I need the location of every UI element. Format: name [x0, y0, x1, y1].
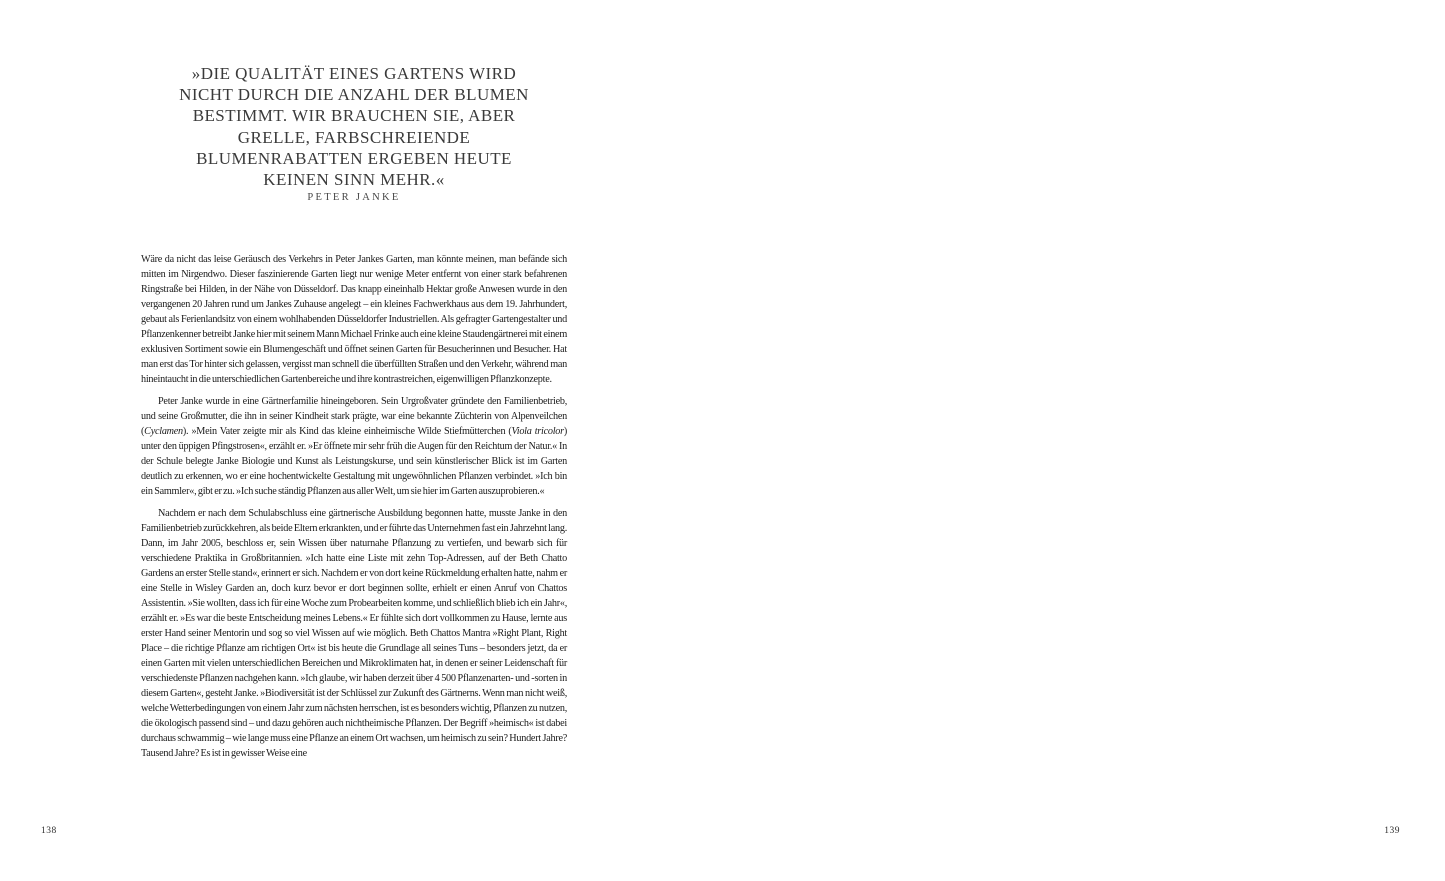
body-paragraph: Wäre da nicht das leise Geräusch des Verkehrs in Peter Jankes Garten, man könnte meinen, man befände sich mitten im Nirgendwo. Dieser faszinierende Garten liegt nur wenige Meter entfernt von einer stark befahrenen Ringstraße bei Hilden, in der Nähe von Düsseldorf. Das knapp eineinhalb Hektar große Anwesen wurde in den vergangenen 20 Jahren rund um Jankes Zuhause angelegt – ein kleines Fachwerkhaus aus dem 19. Jahrhundert, gebaut als Ferienlandsitz von einem wohlhabenden Düsseldorfer Industriellen. Als gefragter Gartengestalter und Pflanzenkenner betreibt Janke hier mit seinem Mann Michael Frinke auch eine kleine Staudengärtnerei mit einem exklusiven Sortiment sowie ein Blumengeschäft und öffnet seinen Garten für Besucherinnen und Besucher. Hat man erst das Tor hinter sich gelassen, vergisst man schnell die überfüllten Straßen und den Verkehr, während man hineintaucht in die unterschiedlichen Gartenbereiche und ihre kontrastreichen, eigenwilligen Pflanzkonzepte.	[141, 254, 567, 385]
page-number-right: 139	[1384, 826, 1400, 836]
quote-line: GRELLE, FARBSCHREIENDE	[237, 127, 471, 147]
quote-line: BESTIMMT. WIR BRAUCHEN SIE, ABER	[192, 106, 516, 126]
quote-line: »DIE QUALITÄT EINES GARTENS WIRD	[191, 64, 517, 83]
quote-line: KEINEN SINN MEHR.«	[263, 170, 445, 190]
right-page	[722, 0, 1445, 881]
body-paragraph: Peter Janke wurde in eine Gärtnerfamilie hineingeboren. Sein Urgroßvater gründete den Familienbetrieb, und seine Großmutter, die ihn in seiner Kindheit stark prägte, war eine bekannte Züchterin von Alpenveilchen (Cyclamen). »Mein Vater zeigte mir als Kind das kleine einheimische Wilde Stiefmütterchen (Viola tricolor) unter den üppigen Pfingstrosen«, erzählt er. »Er öffnete mir sehr früh die Augen für den Reichtum der Natur.« In der Schule belegte Janke Biologie und Kunst als Leistungskurse, und sein künstlerischer Blick ist im Garten deutlich zu erkennen, wo er eine hochentwickelte Gestaltung mit ungewöhnlichen Pflanzen verbindet. »Ich bin ein Sammler«, gibt er zu. »Ich suche ständig Pflanzen aus aller Welt, um sie hier im Garten auszuprobieren.«	[141, 396, 567, 497]
body-paragraph: Nachdem er nach dem Schulabschluss eine gärtnerische Ausbildung begonnen hatte, musste Janke in den Familienbetrieb zurückkehren, als beide Eltern erkrankten, und er führte das Unternehmen fast ein Jahrzehnt lang. Dann, im Jahr 2005, beschloss er, sein Wissen über naturnahe Pflanzung zu vertiefen, und bewarb sich für verschiedene Praktika in Großbritannien. »Ich hatte eine Liste mit zehn Top-Adressen, auf der Beth Chatto Gardens an erster Stelle stand«, erinnert er sich. Nachdem er von dort keine Rückmeldung erhalten hatte, nahm er eine Stelle in Wisley Garden an, doch kurz bevor er dort beginnen sollte, erhielt er einen Anruf von Chattos Assistentin. »Sie wollten, dass ich für eine Woche zum Probearbeiten komme, und schließlich blieb ich ein Jahr«, erzählt er. »Es war die beste Entscheidung meines Lebens.« Er fühlte sich dort vollkommen zu Hause, lernte aus erster Hand seiner Mentorin und sog so viel Wissen auf wie möglich. Beth Chattos Mantra »Right Plant, Right Place – die richtige Pflanze am richtigen Ort« ist bis heute die Grundlage all seines Tuns – besonders jetzt, da er einen Garten mit vielen unterschiedlichen Bereichen und Mikroklimaten hat, in denen er seiner Leidenschaft für verschiedenste Pflanzen nachgehen kann. »Ich glaube, wir haben derzeit über 4 500 Pflanzenarten- und -sorten in diesem Garten«, gesteht Janke. »Biodiversität ist der Schlüssel zur Zukunft des Gärtnerns. Wenn man nicht weiß, welche Wetterbedingungen von einem Jahr zum nächsten herrschen, ist es besonders wichtig, Pflanzen zu nutzen, die ökologisch passend sind – und dazu gehören auch nichtheimische Pflanzen. Der Begriff »heimisch« ist dabei durchaus schwammig – wie lange muss eine Pflanze an einem Ort wachsen, um heimisch zu sein? Hundert Jahre? Tausend Jahre? Es ist in gewisser Weise eine	[141, 508, 567, 759]
article-body	[141, 252, 567, 768]
page-number-left: 138	[41, 826, 57, 836]
left-page	[0, 0, 722, 881]
quote-attribution: PETER JANKE	[307, 192, 401, 203]
quote-line: NICHT DURCH DIE ANZAHL DER BLUMEN	[179, 85, 529, 105]
quote-line: BLUMENRABATTEN ERGEBEN HEUTE	[196, 148, 512, 168]
pull-quote	[104, 63, 604, 190]
